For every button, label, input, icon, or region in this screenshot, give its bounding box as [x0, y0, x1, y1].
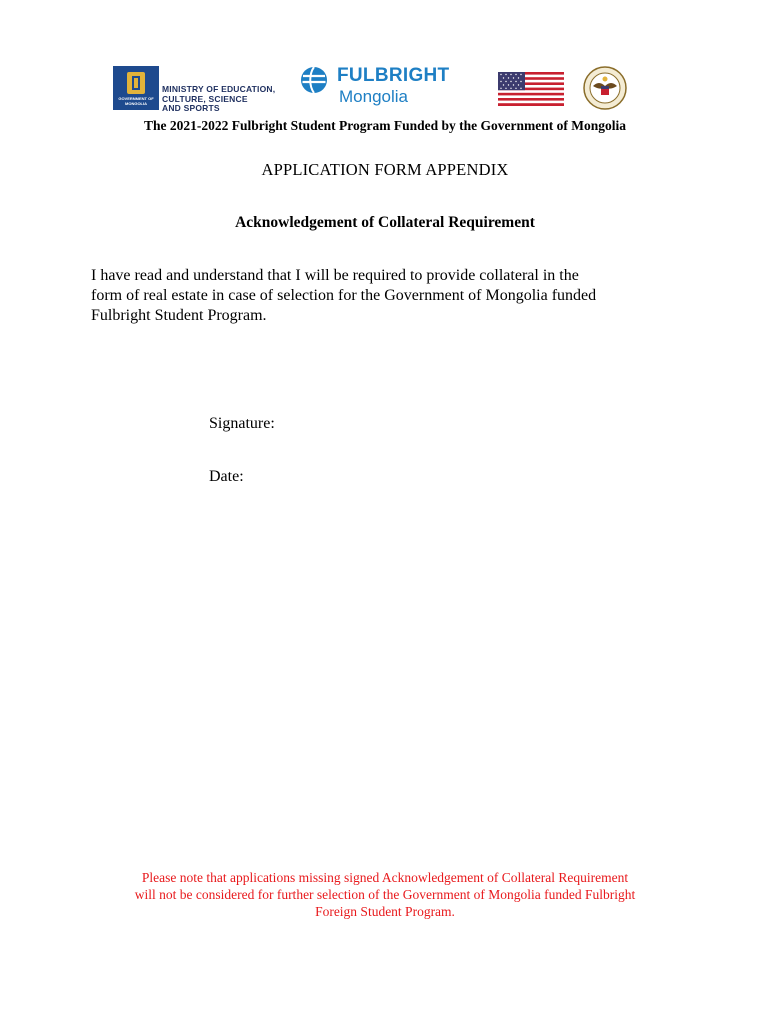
ministry-line: MINISTRY OF EDUCATION, — [162, 84, 276, 94]
form-title: APPLICATION FORM APPENDIX — [261, 160, 509, 179]
ministry-emblem-logo — [113, 66, 159, 110]
soyombo-icon — [127, 72, 145, 94]
state-department-seal-icon — [583, 66, 627, 110]
ministry-line: AND SPORTS — [162, 103, 220, 113]
signature-label: Signature: — [209, 415, 275, 432]
paragraph-line: Fulbright Student Program. — [91, 307, 267, 324]
notice-line: will not be considered for further selection of the Government of Mongolia funded Fulbright — [134, 887, 636, 902]
ministry-emblem-caption: GOVERNMENT OF MONGOLIA — [118, 96, 154, 106]
fulbright-country: Mongolia — [339, 87, 408, 106]
notice-line: Foreign Student Program. — [315, 904, 455, 919]
fulbright-globe-icon — [300, 66, 328, 94]
ministry-name — [162, 85, 275, 114]
notice-line: Please note that applications missing signed Acknowledgement of Collateral Requirement — [141, 870, 629, 885]
missing-acknowledgement-notice — [0, 869, 770, 920]
acknowledgement-paragraph — [91, 266, 681, 326]
ministry-line: CULTURE, SCIENCE — [162, 93, 248, 104]
section-title: Acknowledgement of Collateral Requirement — [235, 214, 535, 231]
program-header: The 2021-2022 Fulbright Student Program Funded by the Government of Mongolia — [143, 118, 626, 133]
date-label: Date: — [209, 468, 244, 485]
us-flag-icon — [498, 72, 564, 106]
paragraph-line: I have read and understand that I will be required to provide collateral in the — [91, 267, 579, 284]
paragraph-line: form of real estate in case of selection for the Government of Mongolia funded — [91, 287, 597, 304]
fulbright-wordmark: FULBRIGHT — [337, 65, 450, 86]
